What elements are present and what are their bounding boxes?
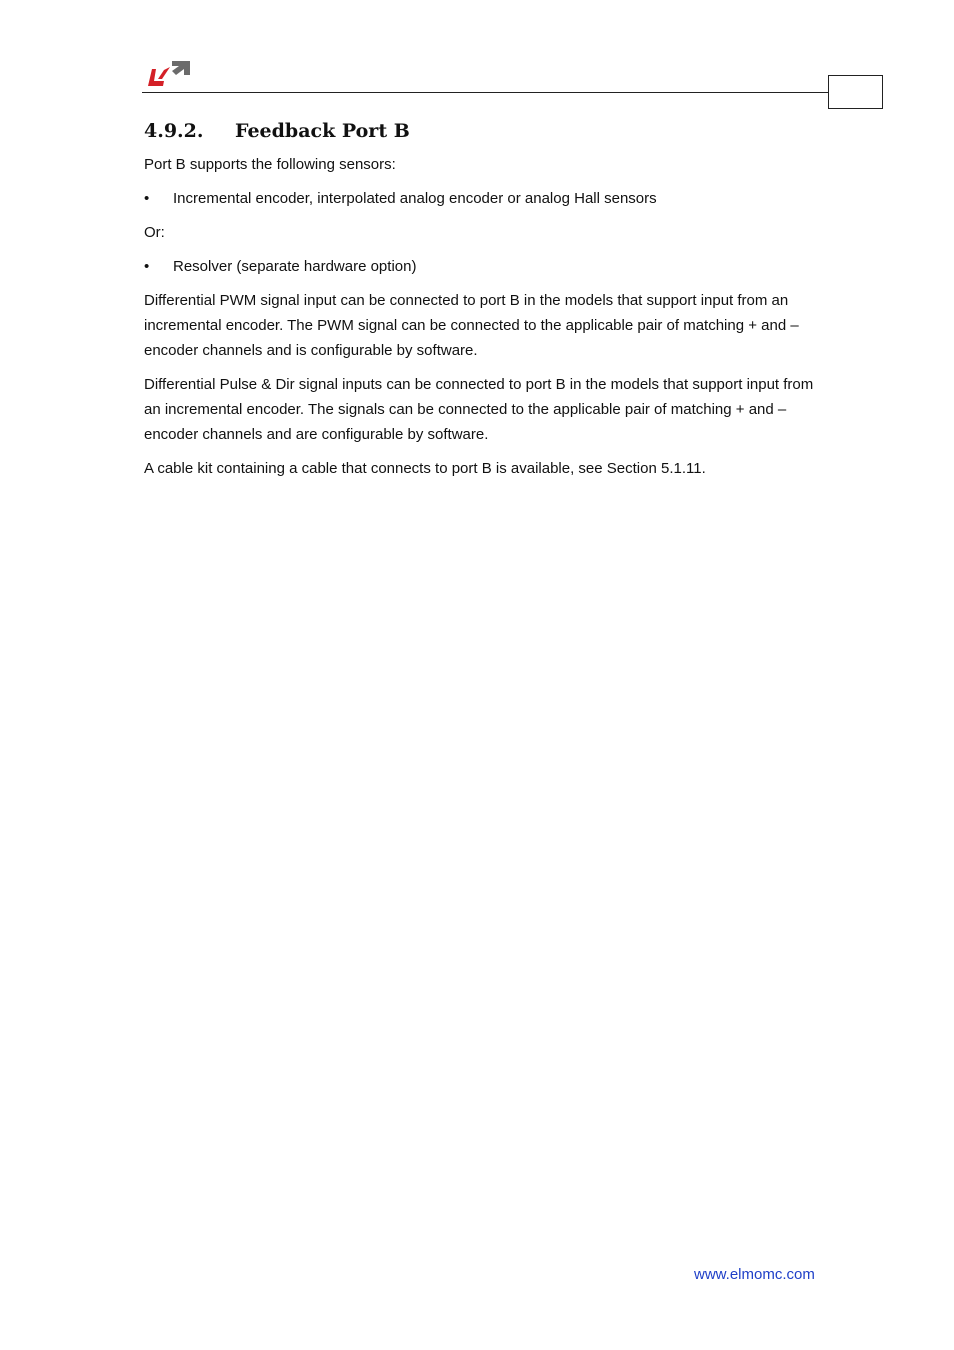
list-item: [144, 254, 814, 279]
page-number-box: [828, 75, 883, 109]
header-divider: [142, 92, 828, 93]
section-heading: [144, 120, 410, 142]
elmo-logo-icon: [148, 59, 190, 87]
pwm-paragraph: Differential PWM signal input can be connected to port B in the models that support input from an incremental encoder. The PWM signal can be connected to the applicable pair of matching + and – encoder channels and is configurable by software.: [144, 292, 799, 359]
intro-text: Port B supports the following sensors:: [144, 156, 396, 173]
section-body: [144, 152, 814, 490]
list-item-text: Resolver (separate hardware option): [173, 258, 417, 275]
bullet-icon: •: [144, 258, 150, 275]
section-number: 4.9.2.: [144, 120, 204, 142]
list-item-text: Incremental encoder, interpolated analog encoder or analog Hall sensors: [173, 190, 657, 207]
footer-website-link[interactable]: www.elmomc.com: [694, 1266, 815, 1283]
section-title: Feedback Port B: [235, 120, 410, 142]
or-text: Or:: [144, 224, 165, 241]
list-item: [144, 186, 814, 211]
pulse-dir-paragraph: Differential Pulse & Dir signal inputs can be connected to port B in the models that support input from an incremental encoder. The signals can be connected to the applicable pair of matching + and – encoder channels and are configurable by software.: [144, 376, 814, 443]
cable-kit-paragraph: A cable kit containing a cable that connects to port B is available, see Section 5.1.11.: [144, 460, 706, 477]
bullet-icon: •: [144, 190, 150, 207]
